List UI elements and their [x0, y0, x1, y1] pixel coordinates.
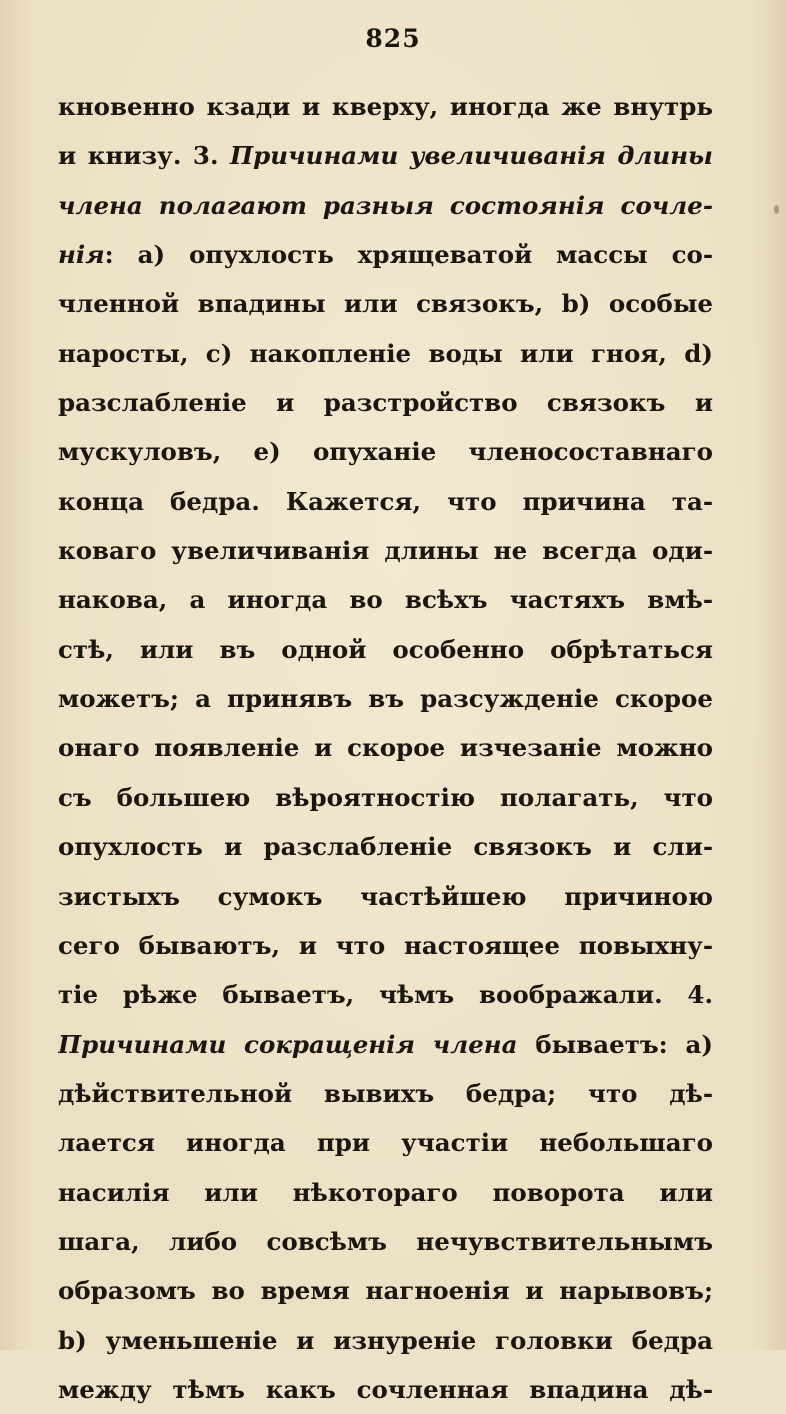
text-line: [58, 1069, 713, 1118]
text-segment: дѣйствительной вывихъ бедра; что дѣ-: [58, 1078, 713, 1108]
text-segment: коваго увеличиванія длины не всегда оди-: [58, 536, 713, 566]
text-segment: можетъ; а принявъ въ разсужденіе скорое: [58, 684, 713, 714]
text-line: [58, 131, 713, 180]
text-line: [58, 1118, 713, 1167]
italic-text: нія: [58, 240, 105, 270]
text-segment: лается иногда при участіи небольшаго: [58, 1128, 713, 1158]
paper-speck: [774, 205, 779, 214]
text-line: [58, 723, 713, 772]
text-segment: члeнной впадины или связокъ, b) особые: [58, 289, 713, 319]
text-segment: насилія или нѣкотораго поворота или: [58, 1177, 713, 1207]
text-segment: опухлость и разслабленіе связокъ и сли-: [58, 832, 713, 862]
text-segment: разслабленіе и разстройство связокъ и: [58, 388, 713, 418]
text-segment: стѣ, или въ одной особенно обрѣтаться: [58, 634, 713, 664]
text-line: [58, 1217, 713, 1266]
text-segment: и книзу. 3.: [58, 141, 231, 171]
text-line: [58, 1168, 713, 1217]
text-segment: : a) опухлость хрящеватой массы со-: [104, 240, 713, 270]
italic-text: Причинами увеличиванія длины: [230, 141, 713, 171]
text-segment: тіе рѣже бываетъ, чѣмъ воображали. 4.: [58, 980, 713, 1010]
text-line: [58, 378, 713, 427]
text-line: [58, 872, 713, 921]
text-segment: b) уменьшеніе и изнуреніе головки бедра: [58, 1325, 713, 1355]
text-line: [58, 1020, 713, 1069]
text-line: [58, 575, 713, 624]
text-segment: кновенно кзади и кверху, иногда же внутрь: [58, 92, 713, 121]
text-line: [58, 526, 713, 575]
text-line: [58, 279, 713, 328]
text-line: [58, 625, 713, 674]
text-line: [58, 921, 713, 970]
text-segment: бываетъ: a): [517, 1029, 713, 1059]
text-line: [58, 230, 713, 279]
text-line: [58, 329, 713, 378]
text-segment: съ большею вѣроятностію полагать, что: [58, 782, 713, 812]
text-line: [58, 477, 713, 526]
text-segment: образомъ во время нагноенія и нарывовъ;: [58, 1276, 713, 1306]
text-segment: сего бываютъ, и что настоящее повыхну-: [58, 930, 713, 960]
text-segment: конца бедра. Кажется, что причина та-: [58, 486, 713, 516]
text-line: [58, 427, 713, 476]
text-line: [58, 674, 713, 723]
text-line: [58, 1316, 713, 1365]
page-number: 825: [365, 24, 421, 53]
text-segment: мускуловъ, e) опуханіе членосоставнаго: [58, 437, 713, 467]
text-line: [58, 822, 713, 871]
text-line: [58, 82, 713, 131]
italic-text: Причинами сокращенія члена: [58, 1029, 518, 1059]
body-text: [58, 82, 713, 1414]
text-line: [58, 1365, 713, 1414]
text-line: [58, 1266, 713, 1315]
text-segment: наросты, c) накопленіе воды или гноя, d): [58, 338, 713, 368]
text-segment: онаго появленіе и скорое изчезаніе можно: [58, 733, 713, 763]
text-segment: накова, а иногда во всѣхъ частяхъ вмѣ-: [58, 585, 713, 615]
text-segment: зистыхъ сумокъ частѣйшею причиною: [58, 881, 713, 911]
text-line: [58, 181, 713, 230]
text-line: [58, 773, 713, 822]
text-segment: шага, либо совсѣмъ нечувствительнымъ: [58, 1226, 713, 1256]
text-segment: между тѣмъ какъ сочленная впадина дѣ-: [58, 1374, 713, 1404]
italic-text: члена полагают разныя состоянія сочле-: [58, 190, 713, 220]
text-line: [58, 970, 713, 1019]
